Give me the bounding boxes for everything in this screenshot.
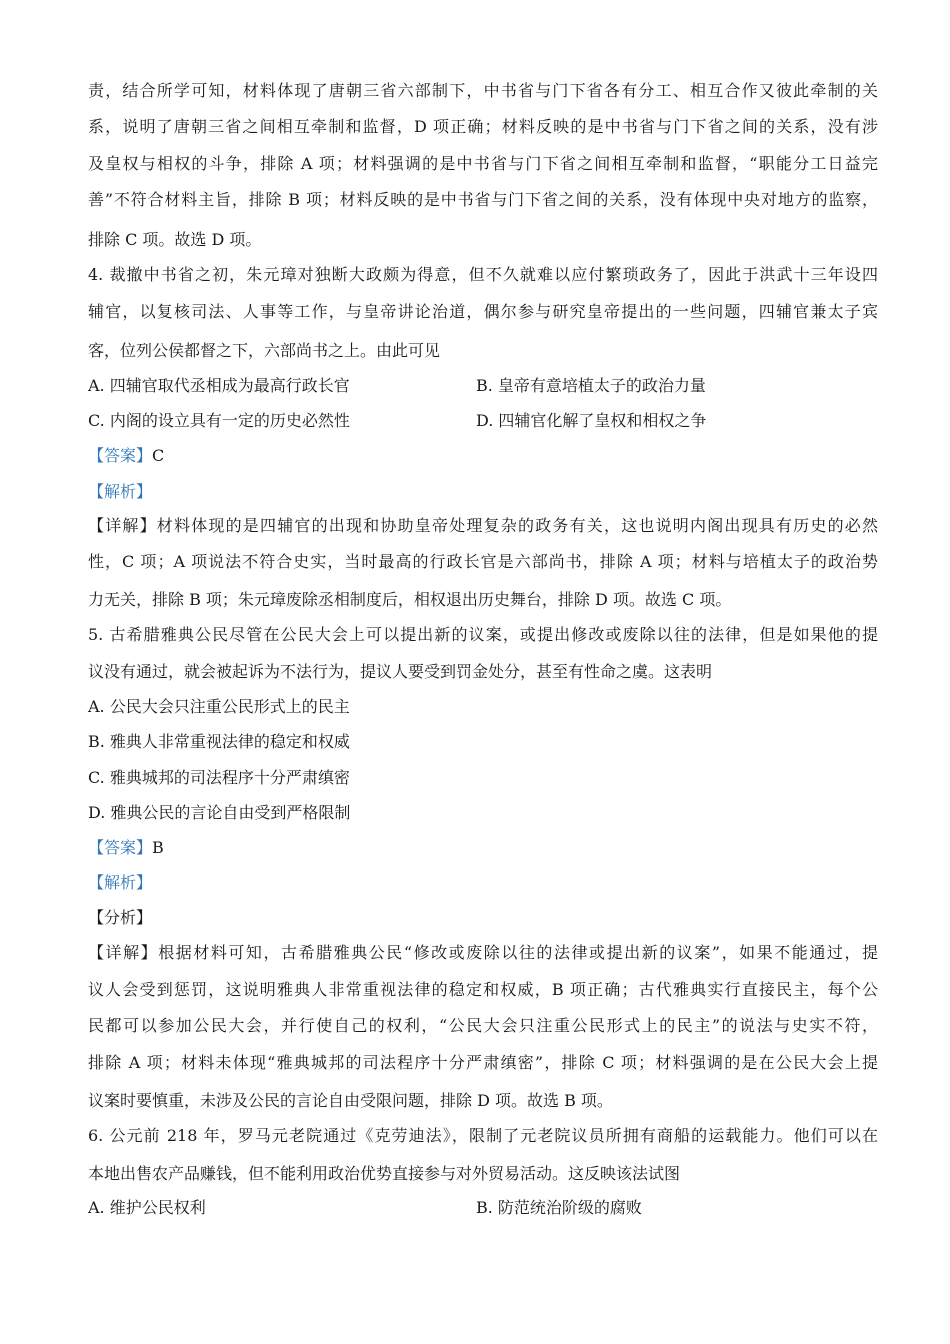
q5-option-a: A. 公民大会只注重公民形式上的民主 <box>88 697 350 716</box>
q4-stem-line-1: 4. 裁撤中书省之初，朱元璋对独断大政颇为得意，但不久就难以应付繁琐政务了，因此于洪武十三年设四 <box>88 265 878 284</box>
q5-stem-line-1: 5. 古希腊雅典公民尽管在公民大会上可以提出新的议案，或提出修改或废除以往的法律，但是如果他的提 <box>88 625 878 644</box>
q6-stem-line-1: 6. 公元前 218 年，罗马元老院通过《克劳迪法》，限制了元老院议员所拥有商船的运载能力。他们可以在 <box>88 1126 878 1145</box>
q5-answer-line <box>88 837 878 859</box>
q6-option-a: A. 维护公民权利 <box>88 1198 206 1217</box>
q4-option-a: A. 四辅官取代丞相成为最高行政长官 <box>88 376 350 395</box>
q5-option-b: B. 雅典人非常重视法律的稳定和权威 <box>88 732 350 751</box>
answer-tag: 【答案】 <box>88 838 153 857</box>
q3-detail-line-3: 及皇权与相权的斗争，排除 A 项；材料强调的是中书省与门下省之间相互牵制和监督，“职能分工日益完 <box>88 154 878 173</box>
q3-detail-line-2: 系，说明了唐朝三省之间相互牵制和监督，D 项正确；材料反映的是中书省与门下省之间的关系，没有涉 <box>88 117 878 136</box>
answer-value: C <box>152 446 165 465</box>
q5-detail-line-2: 议人会受到惩罚，这说明雅典人非常重视法律的稳定和权威，B 项正确；古代雅典实行直接民主，每个公 <box>88 980 878 999</box>
q4-option-c: C. 内阁的设立具有一定的历史必然性 <box>88 411 350 430</box>
q4-option-d: D. 四辅官化解了皇权和相权之争 <box>476 411 707 430</box>
answer-tag: 【答案】 <box>88 446 153 465</box>
q4-detail-line-1: 【详解】材料体现的是四辅官的出现和协助皇帝处理复杂的政务有关，这也说明内阁出现具有历史的必然 <box>88 516 878 535</box>
q5-option-d: D. 雅典公民的言论自由受到严格限制 <box>88 803 351 822</box>
q5-detail-line-5: 议案时要慎重，未涉及公民的言论自由受限问题，排除 D 项。故选 B 项。 <box>88 1091 613 1110</box>
q4-analysis-tag: 【解析】 <box>88 482 153 501</box>
q3-detail-line-4: 善”不符合材料主旨，排除 B 项；材料反映的是中书省与门下省之间的关系，没有体现中央对地方的监察， <box>88 190 878 209</box>
q5-detail-line-1: 【详解】根据材料可知，古希腊雅典公民“修改或废除以往的法律或提出新的议案”，如果不能通过，提 <box>88 943 878 962</box>
q6-option-b: B. 防范统治阶级的腐败 <box>476 1198 642 1217</box>
q6-stem-line-2: 本地出售农产品赚钱，但不能利用政治优势直接参与对外贸易活动。这反映该法试图 <box>88 1164 681 1183</box>
q4-answer-line <box>88 445 878 467</box>
q3-detail-line-5: 排除 C 项。故选 D 项。 <box>88 230 262 249</box>
q5-analysis-tag: 【解析】 <box>88 873 153 892</box>
q5-option-c: C. 雅典城邦的司法程序十分严肃缜密 <box>88 768 350 787</box>
q3-detail-line-1: 责，结合所学可知，材料体现了唐朝三省六部制下，中书省与门下省各有分工、相互合作又彼此牵制的关 <box>88 81 878 100</box>
q4-stem-line-2: 辅官，以复核司法、人事等工作，与皇帝讲论治道，偶尔参与研究皇帝提出的一些问题，四辅官兼太子宾 <box>88 302 878 321</box>
q4-detail-line-2: 性，C 项；A 项说法不符合史实，当时最高的行政长官是六部尚书，排除 A 项；材料与培植太子的政治势 <box>88 552 878 571</box>
answer-value: B <box>152 838 164 857</box>
q5-fenxi-tag: 【分析】 <box>88 908 153 927</box>
q4-option-b: B. 皇帝有意培植太子的政治力量 <box>476 376 706 395</box>
q5-stem-line-2: 议没有通过，就会被起诉为不法行为，提议人要受到罚金处分，甚至有性命之虞。这表明 <box>88 662 713 681</box>
q4-stem-line-3: 客，位列公侯都督之下，六部尚书之上。由此可见 <box>88 341 441 360</box>
q5-detail-line-4: 排除 A 项；材料未体现“雅典城邦的司法程序十分严肃缜密”，排除 C 项；材料强调的是在公民大会上提 <box>88 1053 878 1072</box>
q5-detail-line-3: 民都可以参加公民大会，并行使自己的权利，“公民大会只注重公民形式上的民主”的说法与史实不符， <box>88 1016 878 1035</box>
q4-detail-line-3: 力无关，排除 B 项；朱元璋废除丞相制度后，相权退出历史舞台，排除 D 项。故选 C 项。 <box>88 590 732 609</box>
